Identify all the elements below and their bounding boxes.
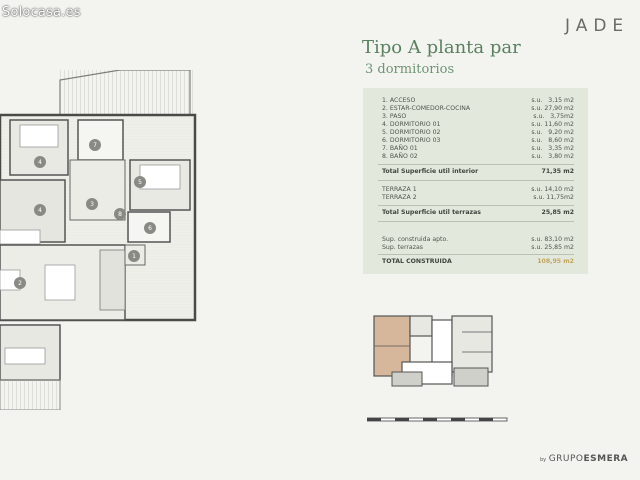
room-marker-label: 7 (93, 142, 97, 149)
divider (378, 180, 574, 181)
room-marker-label: 1 (132, 253, 136, 260)
floor-plan (0, 70, 200, 410)
divider (378, 205, 574, 206)
table-row: 2. ESTAR-COMEDOR-COCINA s.u. 27,90 m2 (382, 105, 574, 112)
room-marker-label: 4 (38, 159, 42, 166)
table-row: 3. PASO s.u. 3,75m2 (382, 113, 574, 120)
page-subtitle: 3 dormitorios (365, 62, 455, 77)
room-marker-label: 4 (38, 207, 42, 214)
room-marker-label: 2 (18, 280, 22, 287)
table-row: 7. BAÑO 01 s.u. 3,35 m2 (382, 145, 574, 152)
divider (378, 254, 574, 255)
page-title: Tipo A planta par (362, 37, 521, 58)
room-marker-label: 6 (148, 225, 152, 232)
total-interior-row: Total Superficie util interior 71,35 m2 (382, 168, 574, 175)
table-row: Sup. construida apto. s.u. 83,10 m2 (382, 236, 574, 243)
divider (378, 164, 574, 165)
room-marker-label: 8 (118, 211, 122, 218)
total-built-row: TOTAL CONSTRUIDA 108,95 m2 (382, 258, 574, 265)
table-row: TERRAZA 2 s.u. 11,75m2 (382, 194, 574, 201)
footer-logo (540, 454, 628, 464)
room-marker-label: 5 (138, 179, 142, 186)
table-row: 1. ACCESO s.u. 3,15 m2 (382, 97, 574, 104)
table-row: 6. DORMITORIO 03 s.u. 8,60 m2 (382, 137, 574, 144)
footer-brand: GRUPOESMERA (548, 454, 629, 464)
room-marker-label: 3 (90, 201, 94, 208)
table-row: 4. DORMITORIO 01 s.u. 11,60 m2 (382, 121, 574, 128)
watermark: Solocasa.es (2, 5, 81, 20)
table-row: 8. BAÑO 02 s.u. 3,80 m2 (382, 153, 574, 160)
total-terraces-row: Total Superficie util terrazas 25,85 m2 (382, 209, 574, 216)
table-row: Sup. terrazas s.u. 25,85 m2 (382, 244, 574, 251)
divider (378, 221, 574, 222)
brand-logo: JADE (565, 16, 630, 36)
footer-prefix: by (540, 457, 547, 463)
building-key-plan (362, 312, 512, 392)
table-row: TERRAZA 1 s.u. 14,10 m2 (382, 186, 574, 193)
scale-bar (367, 412, 517, 426)
table-row: 5. DORMITORIO 02 s.u. 9,20 m2 (382, 129, 574, 136)
